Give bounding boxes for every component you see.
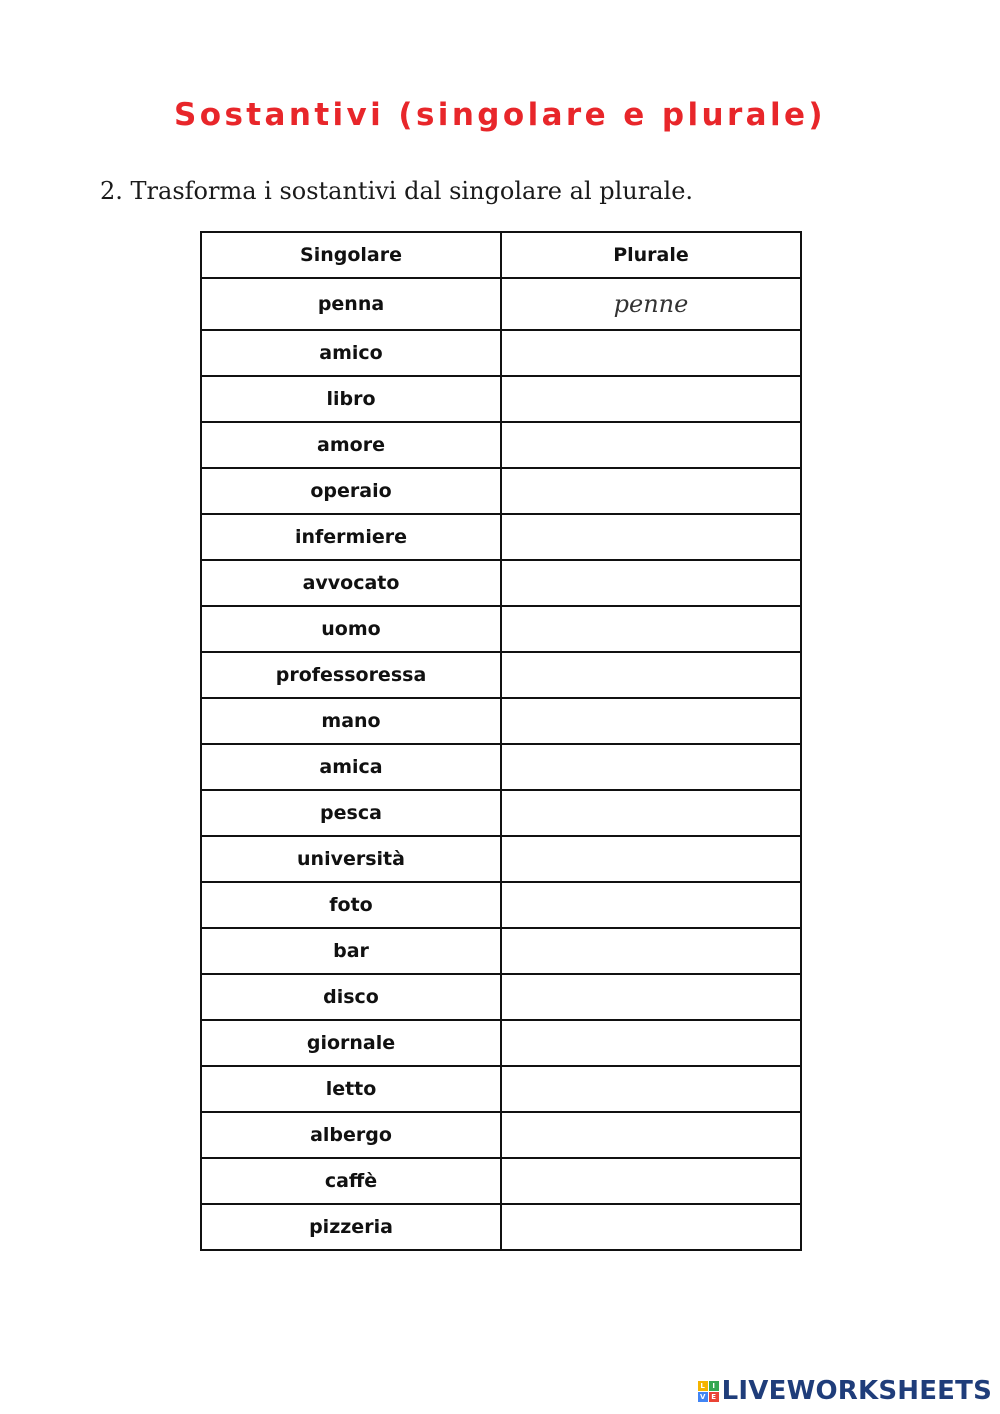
singular-word-cell: avvocato	[201, 560, 501, 606]
table-row	[201, 560, 801, 606]
singular-word-cell: operaio	[201, 468, 501, 514]
singular-word-cell: università	[201, 836, 501, 882]
table-body	[201, 278, 801, 1250]
plural-answer-field[interactable]	[501, 514, 801, 560]
table-header-row	[201, 232, 801, 278]
singular-word-cell: letto	[201, 1066, 501, 1112]
table-row	[201, 606, 801, 652]
table-row	[201, 974, 801, 1020]
singular-word-cell: amica	[201, 744, 501, 790]
singular-word-cell: amico	[201, 330, 501, 376]
singular-word-cell: bar	[201, 928, 501, 974]
plural-answer-field[interactable]	[501, 1020, 801, 1066]
table-row	[201, 514, 801, 560]
logo-mark-letter: L	[698, 1381, 708, 1391]
table-row	[201, 278, 801, 330]
plural-answer-field[interactable]	[501, 744, 801, 790]
table-row	[201, 422, 801, 468]
singular-word-cell: foto	[201, 882, 501, 928]
plural-answer-field[interactable]	[501, 882, 801, 928]
plural-answer-field[interactable]	[501, 652, 801, 698]
plural-answer-field[interactable]	[501, 422, 801, 468]
table-row	[201, 698, 801, 744]
singular-word-cell: penna	[201, 278, 501, 330]
table-row	[201, 836, 801, 882]
logo-mark-letter: V	[698, 1392, 708, 1402]
plural-answer-field[interactable]	[501, 928, 801, 974]
singular-word-cell: albergo	[201, 1112, 501, 1158]
logo-mark-icon	[698, 1381, 719, 1402]
plural-answer-field[interactable]: penne	[501, 278, 801, 330]
liveworksheets-logo	[698, 1376, 992, 1406]
logo-mark-letter: E	[709, 1392, 719, 1402]
plural-answer-field[interactable]	[501, 1204, 801, 1250]
table-row	[201, 1158, 801, 1204]
table-row	[201, 330, 801, 376]
plural-answer-field[interactable]	[501, 1112, 801, 1158]
table-row	[201, 1112, 801, 1158]
table-row	[201, 1066, 801, 1112]
plural-answer-field[interactable]	[501, 836, 801, 882]
singular-word-cell: professoressa	[201, 652, 501, 698]
column-header-singolare: Singolare	[201, 232, 501, 278]
table-row	[201, 1020, 801, 1066]
exercise-instruction: 2. Trasforma i sostantivi dal singolare al plurale.	[100, 177, 694, 205]
logo-text: LIVEWORKSHEETS	[721, 1376, 992, 1406]
plural-answer-field[interactable]	[501, 698, 801, 744]
table-row	[201, 376, 801, 422]
plural-answer-field[interactable]	[501, 1158, 801, 1204]
singular-word-cell: amore	[201, 422, 501, 468]
singular-word-cell: mano	[201, 698, 501, 744]
table-row	[201, 468, 801, 514]
plural-answer-field[interactable]	[501, 468, 801, 514]
singular-word-cell: libro	[201, 376, 501, 422]
plural-answer-field[interactable]	[501, 790, 801, 836]
plural-answer-field[interactable]	[501, 974, 801, 1020]
table-row	[201, 1204, 801, 1250]
plural-answer-field[interactable]	[501, 376, 801, 422]
column-header-plurale: Plurale	[501, 232, 801, 278]
singular-word-cell: caffè	[201, 1158, 501, 1204]
singular-word-cell: pizzeria	[201, 1204, 501, 1250]
singular-word-cell: infermiere	[201, 514, 501, 560]
table-row	[201, 744, 801, 790]
singular-plural-table	[200, 231, 802, 1251]
table-row	[201, 652, 801, 698]
singular-word-cell: disco	[201, 974, 501, 1020]
plural-answer-field[interactable]	[501, 330, 801, 376]
table-row	[201, 882, 801, 928]
singular-word-cell: pesca	[201, 790, 501, 836]
plural-answer-field[interactable]	[501, 1066, 801, 1112]
plural-answer-field[interactable]	[501, 606, 801, 652]
singular-word-cell: uomo	[201, 606, 501, 652]
table-row	[201, 790, 801, 836]
table-row	[201, 928, 801, 974]
page-title: Sostantivi (singolare e plurale)	[174, 97, 826, 133]
logo-mark-letter: I	[709, 1381, 719, 1391]
plural-answer-field[interactable]	[501, 560, 801, 606]
singular-word-cell: giornale	[201, 1020, 501, 1066]
